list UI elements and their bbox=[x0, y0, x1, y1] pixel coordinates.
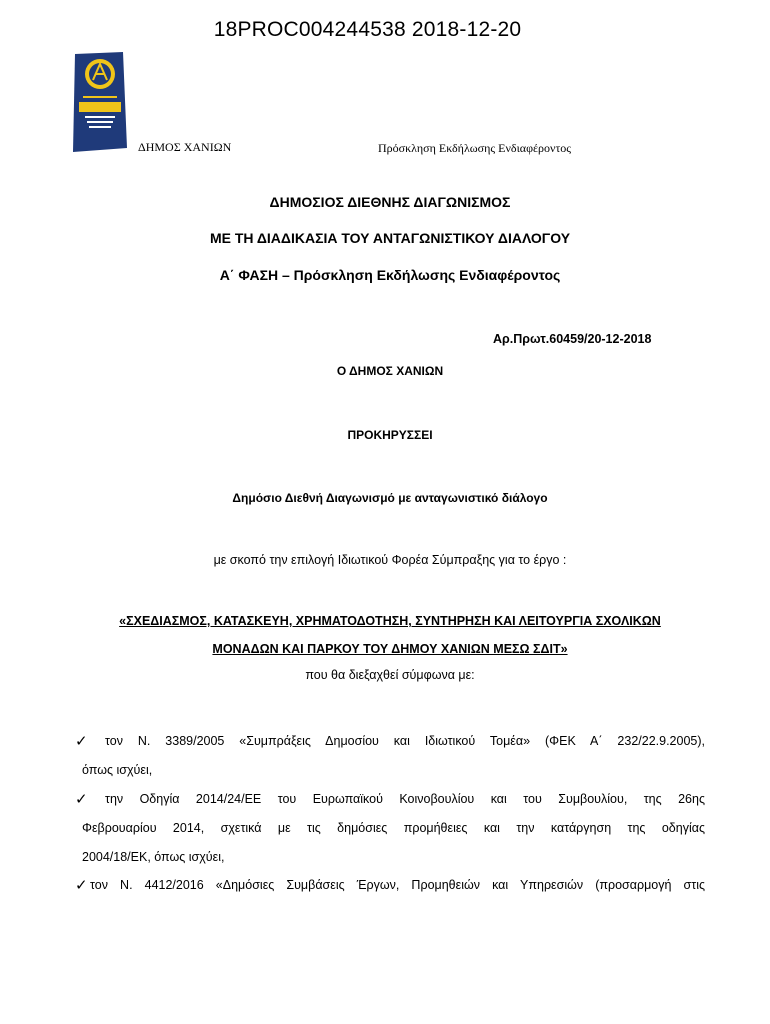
list-item bbox=[75, 727, 705, 785]
authority: Ο ΔΗΜΟΣ ΧΑΝΙΩΝ bbox=[336, 364, 444, 378]
project-title-line-1 bbox=[0, 612, 770, 628]
project-title-text-1: «ΣΧΕΔΙΑΣΜΟΣ, ΚΑΤΑΣΚΕΥΗ, ΧΡΗΜΑΤΟΔΟΤΗΣΗ, ΣΥΝΤΗΡΗΣΗ ΚΑΙ ΛΕΙΤΟΥΡΓΙΑ ΣΧΟΛΙΚΩΝ bbox=[119, 614, 661, 628]
list-item-continuation: όπως ισχύει, bbox=[82, 763, 153, 777]
header-invitation: Πρόσκληση Εκδήλωσης Ενδιαφέροντος bbox=[378, 141, 572, 155]
list-item bbox=[75, 785, 705, 872]
check-icon: ✓ bbox=[75, 877, 88, 894]
list-item-line: τον Ν. 4412/2016 «Δημόσιες Συμβάσεις Έργων, Προμηθειών και Υπηρεσιών (προσαρμογή στις bbox=[90, 878, 705, 892]
title-line-1: ΔΗΜΟΣΙΟΣ ΔΙΕΘΝΗΣ ΔΙΑΓΩΝΙΣΜΟΣ bbox=[269, 194, 511, 210]
list-item-line: την Οδηγία 2014/24/ΕΕ του Ευρωπαϊκού Κοινοβουλίου και του Συμβουλίου, της 26ης bbox=[105, 792, 705, 806]
competition-type: Δημόσιο Διεθνή Διαγωνισμό με ανταγωνιστικό διάλογο bbox=[232, 491, 548, 505]
conducted-per: που θα διεξαχθεί σύμφωνα με: bbox=[305, 668, 475, 682]
municipality-of-chania-logo bbox=[73, 52, 127, 152]
list-item-continuation: Φεβρουαρίου 2014, σχετικά με τις δημόσιες προμήθειες και την κατάργηση της οδηγίας bbox=[82, 821, 705, 835]
municipality-logo bbox=[73, 52, 127, 152]
project-title-line-2 bbox=[0, 640, 770, 656]
check-icon: ✓ bbox=[75, 733, 88, 750]
header-municipality: ΔΗΜΟΣ ΧΑΝΙΩΝ bbox=[138, 140, 232, 154]
purpose: με σκοπό την επιλογή Ιδιωτικού Φορέα Σύμπραξης για το έργο : bbox=[213, 553, 567, 567]
announces: ΠΡΟΚΗΡΥΣΣΕΙ bbox=[347, 428, 433, 442]
list-item bbox=[75, 871, 705, 900]
document-id: 18PROC004244538 2018-12-20 bbox=[213, 18, 522, 41]
title-line-2: ΜΕ ΤΗ ΔΙΑΔΙΚΑΣΙΑ ΤΟΥ ΑΝΤΑΓΩΝΙΣΤΙΚΟΥ ΔΙΑΛΟΓΟΥ bbox=[209, 230, 571, 246]
check-icon: ✓ bbox=[75, 791, 88, 808]
title-line-3: Α΄ ΦΑΣΗ – Πρόσκληση Εκδήλωσης Ενδιαφέροντος bbox=[219, 267, 561, 283]
protocol-number: Αρ.Πρωτ.60459/20-12-2018 bbox=[493, 332, 652, 346]
list-item-continuation: 2004/18/ΕΚ, όπως ισχύει, bbox=[82, 850, 225, 864]
list-item-line: τον Ν. 3389/2005 «Συμπράξεις Δημοσίου και Ιδιωτικού Τομέα» (ΦΕΚ Α΄ 232/22.9.2005), bbox=[105, 734, 705, 748]
project-title-text-2: ΜΟΝΑΔΩΝ ΚΑΙ ΠΑΡΚΟΥ ΤΟΥ ΔΗΜΟΥ ΧΑΝΙΩΝ ΜΕΣΩ ΣΔΙΤ» bbox=[212, 642, 568, 656]
